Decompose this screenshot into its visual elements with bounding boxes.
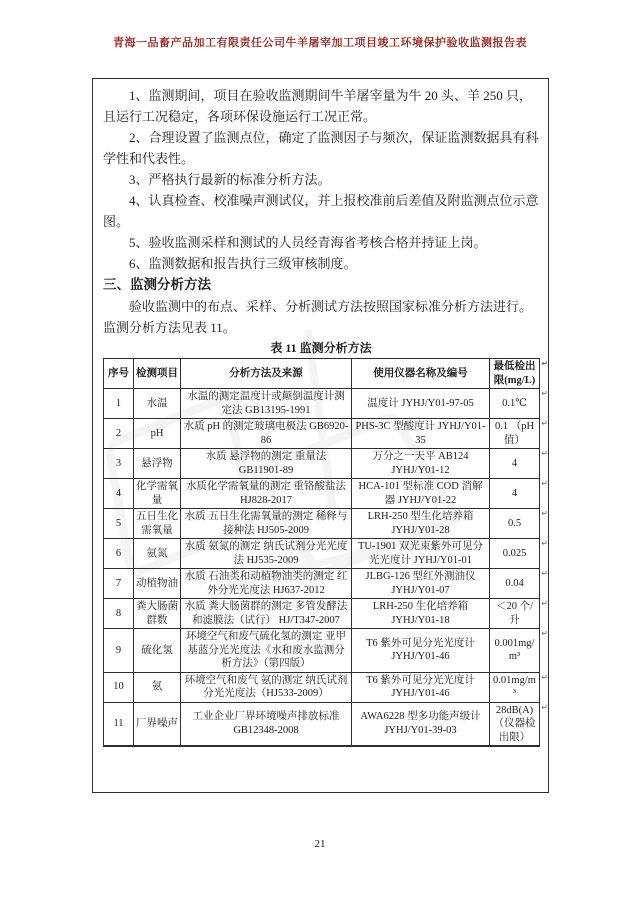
table-cell: 4 ↵ xyxy=(490,479,540,509)
table-cell: 水质化学需氧量的测定 重铬酸盐法 HJ828-2017 xyxy=(181,479,352,509)
note-paragraph: 2、合理设置了监测点位，确定了监测因子与频次，保证监测数据具有科学性和代表性。 xyxy=(103,130,539,166)
table-cell: pH xyxy=(134,419,181,449)
table-cell: 2 xyxy=(104,419,134,449)
column-header: 序号 xyxy=(104,359,134,389)
table-cell: ＜20 个/升 ↵ xyxy=(490,599,540,629)
table-cell: 28dB(A) （仪器检出限） ↵ xyxy=(490,702,540,746)
table-cell: 工业企业厂界环境噪声排放标准 GB12348-2008 xyxy=(181,702,352,746)
table-cell: PHS-3C 型酸度计 JYHJ/Y01-35 xyxy=(352,419,490,449)
table-cell: 环境空气和废气硫化氢的测定 亚甲基蓝分光光度法《水和废水监测分析方法》（第四版） xyxy=(181,629,352,673)
table-row xyxy=(104,672,540,702)
table-cell: 7 xyxy=(104,569,134,599)
table-row xyxy=(104,702,540,746)
table-cell: 5 xyxy=(104,509,134,539)
table-cell: 悬浮物 xyxy=(134,449,181,479)
table-cell: 动植物油 xyxy=(134,569,181,599)
table-cell: 氨氮 xyxy=(134,539,181,569)
table-row xyxy=(104,569,540,599)
table-row xyxy=(104,509,540,539)
paragraph-return-icon: ↵ xyxy=(541,629,548,638)
paragraph-return-icon: ↵ xyxy=(541,479,548,488)
paragraph-return-icon: ↵ xyxy=(541,419,548,428)
paragraph-return-icon: ↵ xyxy=(541,539,548,548)
table-cell: T6 紫外可见分光光度计 JYHJ/Y01-46 xyxy=(352,629,490,673)
table-cell: 11 xyxy=(104,702,134,746)
note-paragraph: 3、严格执行最新的标准分析方法。 xyxy=(129,172,331,187)
table-row xyxy=(104,449,540,479)
table-cell: 粪大肠菌群数 xyxy=(134,599,181,629)
table-cell: 水质 悬浮物的测定 重量法 GB11901-89 xyxy=(181,449,352,479)
table-cell: HCA-101 型标准 COD 消解器 JYHJ/Y01-22 xyxy=(352,479,490,509)
paragraph-return-icon: ↵ xyxy=(541,389,548,398)
table-cell: 水质 pH 的测定玻璃电极法 GB6920-86 xyxy=(181,419,352,449)
paragraph-return-icon: ↵ xyxy=(541,449,548,458)
table-cell: 水温 xyxy=(134,389,181,419)
table-cell: 水质 石油类和动植物油类的测定 红外分光光度法 HJ637-2012 xyxy=(181,569,352,599)
table-cell: 水温的测定温度计或颠倒温度计测定法 GB13195-1991 xyxy=(181,389,352,419)
table-cell: 水质 五日生化需氧量的测定 稀释与接种法 HJ505-2009 xyxy=(181,509,352,539)
notes-section xyxy=(103,85,539,274)
table-row xyxy=(104,479,540,509)
column-header: 分析方法及来源 xyxy=(181,359,352,389)
table-cell: LRH-250 生化培养箱 JYHJ/Y01-18 xyxy=(352,599,490,629)
table-cell: 水质 粪大肠菌群的测定 多管发酵法和滤膜法（试行） HJ/T347-2007 xyxy=(181,599,352,629)
note-paragraph: 5、验收监测采样和测试的人员经青海省考核合格并持证上岗。 xyxy=(129,235,487,250)
table-cell: 4 xyxy=(104,479,134,509)
content-frame xyxy=(92,78,549,793)
table-row xyxy=(104,539,540,569)
analysis-table-head xyxy=(104,359,548,389)
paragraph-return-icon: ↵ xyxy=(541,569,548,578)
table-cell: LRH-250 型生化培养箱 JYHJ/Y01-28 xyxy=(352,509,490,539)
header-row xyxy=(104,359,540,389)
table-row xyxy=(104,419,540,449)
table-caption: 表 11 监测分析方法 xyxy=(270,341,372,355)
table-cell: 氨 xyxy=(134,672,181,702)
table-cell: 硫化氢 xyxy=(134,629,181,673)
table-cell: 9 xyxy=(104,629,134,673)
table-cell: 3 xyxy=(104,449,134,479)
note-paragraph: 6、监测数据和报告执行三级审核制度。 xyxy=(129,256,357,271)
table-cell: 0.025 ↵ xyxy=(490,539,540,569)
paragraph-return-icon: ↵ xyxy=(541,599,548,608)
table-cell: 五日生化需氧量 xyxy=(134,509,181,539)
analysis-table xyxy=(103,358,548,747)
table-cell: 万分之一天平 AB124 JYHJ/Y01-12 xyxy=(352,449,490,479)
table-cell: 0.001mg/m³ ↵ xyxy=(490,629,540,673)
table-cell: TU-1901 双光束紫外可见分光光度计 JYHJ/Y01-01 xyxy=(352,539,490,569)
table-cell: JLBG-126 型红外测油仪 JYHJ/Y01-07 xyxy=(352,569,490,599)
table-cell: 0.1 （pH 值） ↵ xyxy=(490,419,540,449)
column-header: 使用仪器名称及编号 xyxy=(352,359,490,389)
paragraph-return-icon: ↵ xyxy=(541,702,548,712)
column-header: 最低检出限(mg/L) ↵ xyxy=(490,359,540,389)
table-cell: 0.1℃ ↵ xyxy=(490,389,540,419)
column-header: 检测项目 xyxy=(134,359,181,389)
table-cell: 水质 氨氮的测定 纳氏试剂分光光度法 HJ535-2009 xyxy=(181,539,352,569)
table-cell: AWA6228 型多功能声级计 JYHJ/Y01-39-03 xyxy=(352,702,490,746)
paragraph-return-icon: ↵ xyxy=(541,509,548,518)
table-cell: 厂界噪声 xyxy=(134,702,181,746)
note-paragraph: 1、监测期间，项目在验收监测期间牛羊屠宰量为牛 20 头、羊 250 只，且运行工况稳定，各项环保设施运行工况正常。 xyxy=(103,88,533,124)
analysis-table-body xyxy=(104,389,548,747)
table-cell: 化学需氧量 xyxy=(134,479,181,509)
table-cell: 10 xyxy=(104,672,134,702)
table-cell: 环境空气和废气 氨的测定 纳氏试剂分光光度法（HJ533-2009） xyxy=(181,672,352,702)
table-cell: 8 xyxy=(104,599,134,629)
table-cell: T6 紫外可见分光光度计 JYHJ/Y01-46 xyxy=(352,672,490,702)
table-row xyxy=(104,629,540,673)
table-cell: 0.5 ↵ xyxy=(490,509,540,539)
page-number: 21 xyxy=(314,838,326,850)
table-cell: 4 ↵ xyxy=(490,449,540,479)
paragraph-return-icon: ↵ xyxy=(541,359,548,368)
section-heading: 三、监测分析方法 xyxy=(103,277,211,292)
table-cell: 0.04 ↵ xyxy=(490,569,540,599)
table-cell: 6 xyxy=(104,539,134,569)
table-row xyxy=(104,389,540,419)
table-cell: 0.01mg/m³ ↵ xyxy=(490,672,540,702)
document-header-title: 青海一品畜产品加工有限责任公司牛羊屠宰加工项目竣工环境保护验收监测报告表 xyxy=(113,37,527,49)
note-paragraph: 4、认真检查、校准噪声测试仪，并上报校准前后差值及附监测点位示意图。 xyxy=(103,193,539,229)
table-row xyxy=(104,599,540,629)
table-cell: 1 xyxy=(104,389,134,419)
paragraph-return-icon: ↵ xyxy=(541,672,548,682)
table-cell: 温度计 JYHJ/Y01-97-05 xyxy=(352,389,490,419)
section-intro: 验收监测中的布点、采样、分析测试方法按照国家标准分析方法进行。监测分析方法见表 11。 xyxy=(103,299,533,335)
